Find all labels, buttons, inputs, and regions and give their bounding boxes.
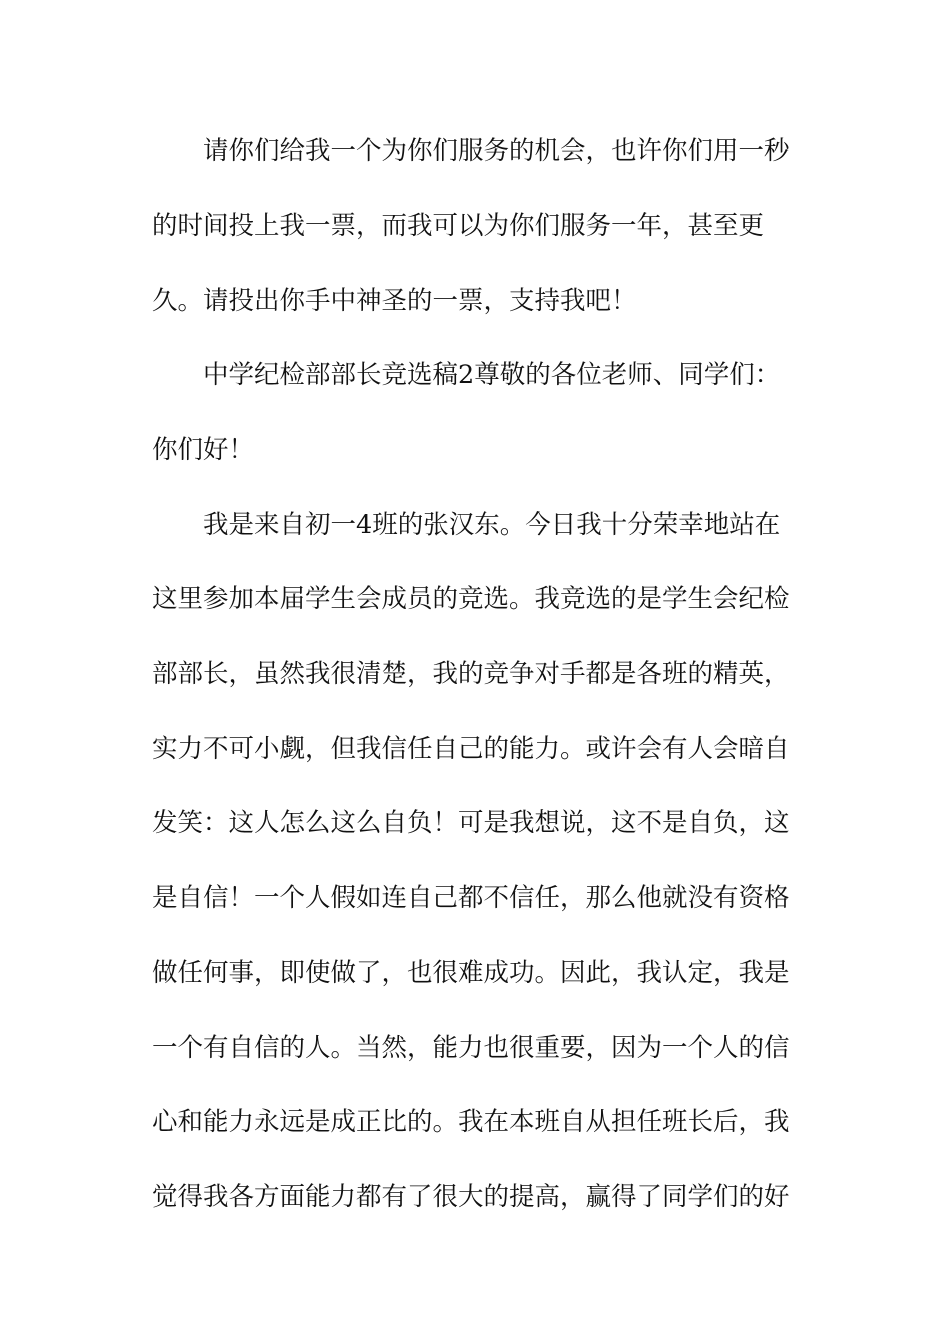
text-line: 这里参加本届学生会成员的竞选。我竞选的是学生会纪检 bbox=[152, 584, 790, 614]
text-line: 发笑：这人怎么这么自负！可是我想说，这不是自负，这 bbox=[152, 808, 790, 838]
text-line: 部部长，虽然我很清楚，我的竞争对手都是各班的精英， bbox=[152, 659, 790, 689]
text-line: 心和能力永远是成正比的。我在本班自从担任班长后，我 bbox=[152, 1107, 790, 1137]
text-line: 的时间投上我一票，而我可以为你们服务一年，甚至更 bbox=[152, 211, 765, 241]
text-line: 做任何事，即使做了，也很难成功。因此，我认定，我是 bbox=[152, 958, 790, 988]
text-line: 请你们给我一个为你们服务的机会，也许你们用一秒 bbox=[203, 136, 790, 166]
text-line: 你们好！ bbox=[152, 435, 255, 465]
text-line: 我是来自初一4班的张汉东。今日我十分荣幸地站在 bbox=[203, 510, 781, 540]
text-line: 觉得我各方面能力都有了很大的提高，赢得了同学们的好 bbox=[152, 1182, 790, 1212]
text-line: 中学纪检部部长竞选稿2尊敬的各位老师、同学们： bbox=[203, 360, 781, 390]
text-line: 是自信！一个人假如连自己都不信任，那么他就没有资格 bbox=[152, 883, 790, 913]
text-line: 一个有自信的人。当然，能力也很重要，因为一个人的信 bbox=[152, 1033, 790, 1063]
text-line: 实力不可小觑，但我信任自己的能力。或许会有人会暗自 bbox=[152, 734, 790, 764]
text-line: 久。请投出你手中神圣的一票，支持我吧！ bbox=[152, 286, 637, 316]
